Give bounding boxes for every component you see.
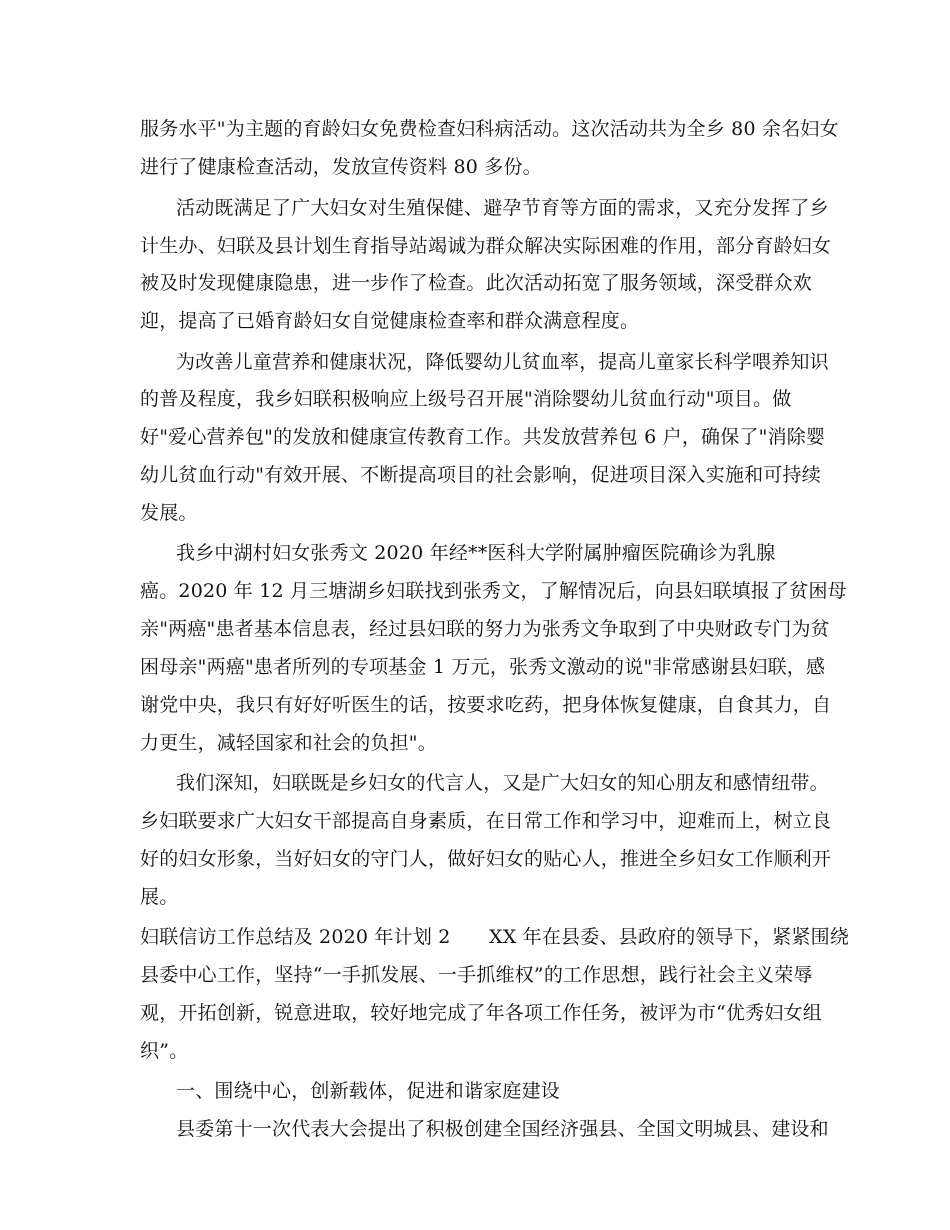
body-line: 发展。 (140, 502, 198, 524)
paragraph-first-line: 我乡中湖村妇女张秀文 2020 年经**医科大学附属肿瘤医院确诊为乳腺 (176, 542, 776, 564)
body-line: 乡妇联要求广大妇女干部提高自身素质，在日常工作和学习中，迎难而上，树立良 (140, 810, 832, 832)
body-line: 县委中心工作，坚持“一手抓发展、一手抓维权”的工作思想，践行社会主义荣辱 (140, 964, 813, 986)
body-line: 困母亲"两癌"患者所列的专项基金 1 万元，张秀文激动的说"非常感谢县妇联，感 (140, 656, 826, 678)
paragraph-first-line: 县委第十一次代表大会提出了积极创建全国经济强县、全国文明城县、建设和 (176, 1118, 829, 1140)
section-heading-line: 妇联信访工作总结及 2020 年计划 2 XX 年在县委、县政府的领导下，紧紧围绕 (140, 926, 850, 948)
body-line: 观，开拓创新，锐意进取，较好地完成了年各项工作任务，被评为市“优秀妇女组 (140, 1002, 822, 1024)
body-line: 谢党中央，我只有好好听医生的话，按要求吃药，把身体恢复健康，自食其力，自 (140, 694, 832, 716)
body-line: 服务水平"为主题的育龄妇女免费检查妇科病活动。这次活动共为全乡 80 余名妇女 (140, 118, 839, 140)
body-line: 被及时发现健康隐患，进一步作了检查。此次活动拓宽了服务领域，深受群众欢 (140, 272, 813, 294)
body-line: 织”。 (140, 1040, 189, 1062)
body-line: 计生办、妇联及县计划生育指导站竭诚为群众解决实际困难的作用，部分育龄妇女 (140, 235, 832, 257)
body-line: 迎，提高了已婚育龄妇女自觉健康检查率和群众满意程度。 (140, 310, 640, 332)
paragraph-first-line: 活动既满足了广大妇女对生殖保健、避孕节育等方面的需求，又充分发挥了乡 (176, 197, 829, 219)
body-line: 幼儿贫血行动"有效开展、不断提高项目的社会影响，促进项目深入实施和可持续 (140, 464, 821, 486)
body-line: 亲"两癌"患者基本信息表，经过县妇联的努力为张秀文争取到了中央财政专门为贫 (140, 618, 830, 640)
body-line: 进行了健康检查活动，发放宣传资料 80 多份。 (140, 156, 542, 178)
body-line: 好的妇女形象，当好妇女的守门人，做好妇女的贴心人，推进全乡妇女工作顺利开 (140, 848, 832, 870)
body-line: 展。 (140, 886, 179, 908)
paragraph-first-line: 为改善儿童营养和健康状况，降低婴幼儿贫血率，提高儿童家长科学喂养知识 (176, 351, 829, 373)
body-line: 的普及程度，我乡妇联积极响应上级号召开展"消除婴幼儿贫血行动"项目。做 (140, 388, 792, 410)
section-subheading: 一、围绕中心，创新载体，促进和谐家庭建设 (176, 1080, 561, 1102)
paragraph-first-line: 我们深知，妇联既是乡妇女的代言人，又是广大妇女的知心朋友和感情纽带。 (176, 772, 829, 794)
body-line: 好"爱心营养包"的发放和健康宣传教育工作。共发放营养包 6 户，确保了"消除婴 (140, 426, 826, 448)
body-line: 癌。2020 年 12 月三塘湖乡妇联找到张秀文，了解情况后，向县妇联填报了贫困母 (140, 580, 847, 602)
body-line: 力更生，减轻国家和社会的负担"。 (140, 732, 437, 754)
